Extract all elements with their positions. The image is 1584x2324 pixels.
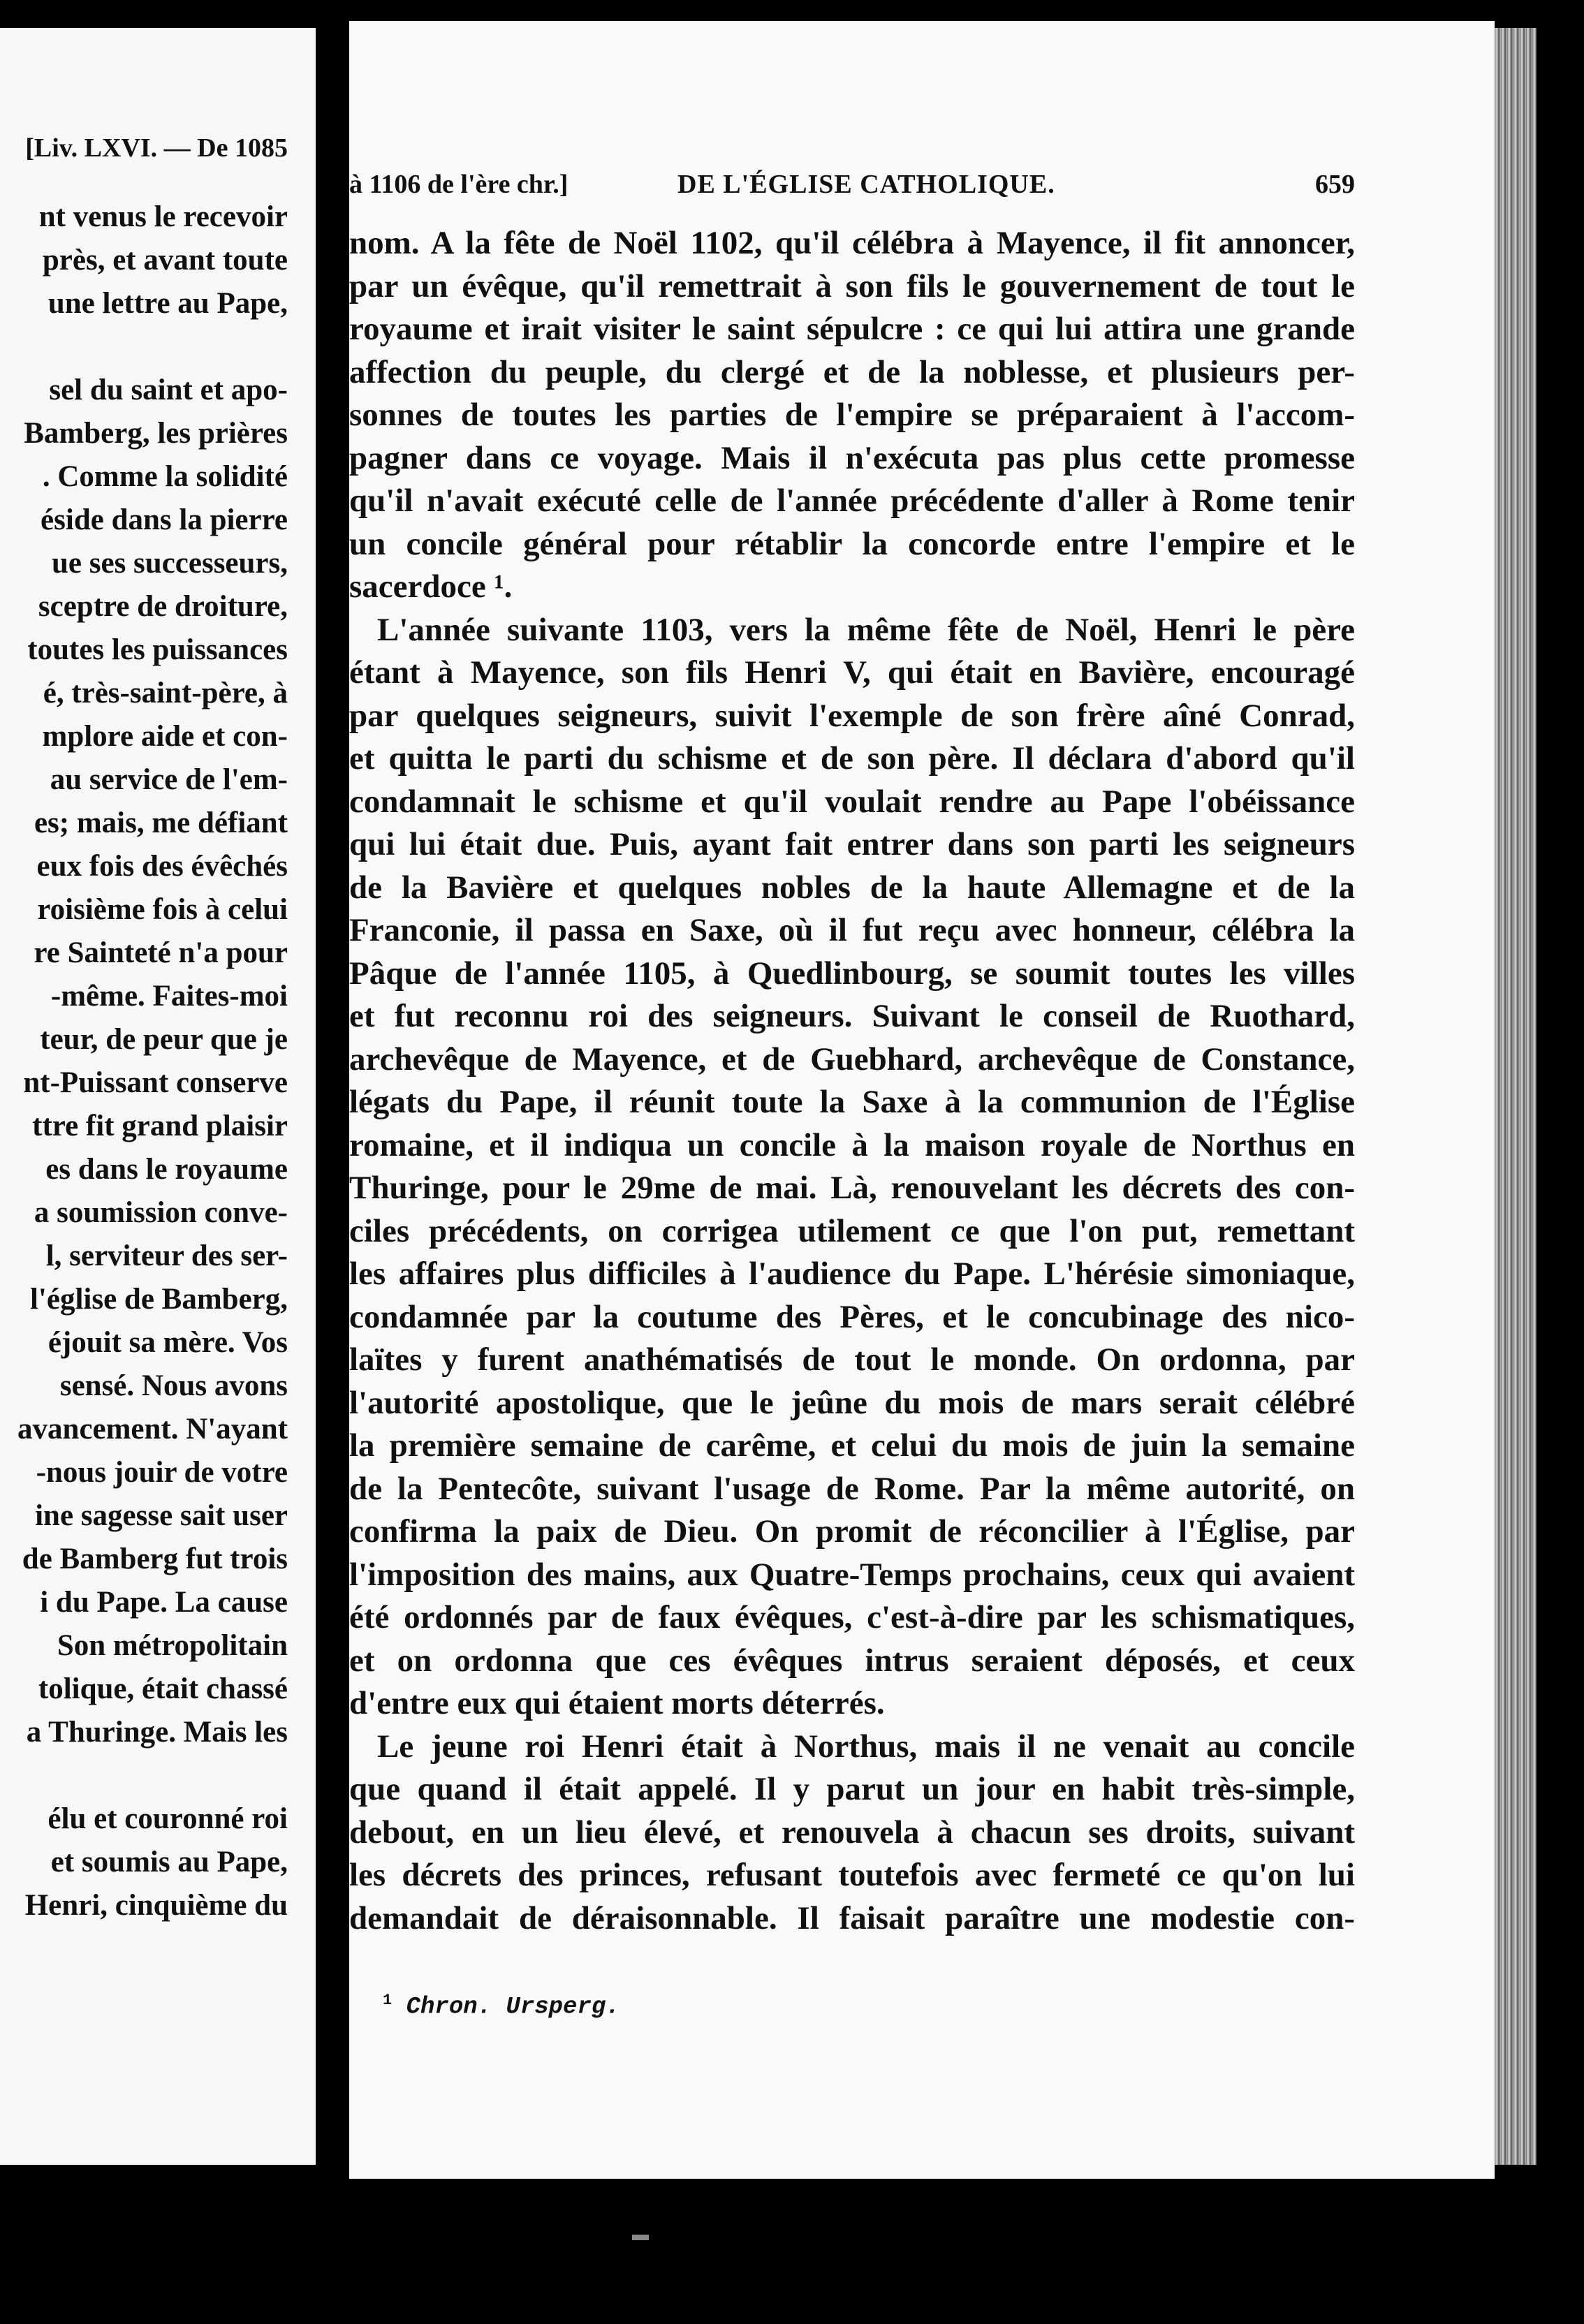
left-text-line: Son métropolitain [57, 1629, 288, 1662]
text-line: qui lui était due. Puis, ayant fait entrer dans son parti les seigneurs [349, 826, 1355, 862]
left-text-line: ttre fit grand plaisir [32, 1110, 288, 1142]
text-line: d'entre eux qui étaient morts déterrés. [349, 1685, 885, 1721]
text-line: nom. A la fête de Noël 1102, qu'il célébra à Mayence, il fit annoncer, [349, 225, 1355, 261]
text-line: de la Bavière et quelques nobles de la haute Allemagne et de la [349, 869, 1355, 906]
left-text-line: eux fois des évêchés [36, 850, 288, 883]
left-text-line: es dans le royaume [45, 1153, 288, 1186]
text-line: et quitta le parti du schisme et de son père. Il déclara d'abord qu'il [349, 740, 1355, 777]
left-text-line: sceptre de droiture, [38, 590, 288, 623]
left-text-line: mplore aide et con- [42, 720, 288, 753]
left-text-line: i du Pape. La cause [40, 1586, 288, 1619]
text-line: étant à Mayence, son fils Henri V, qui était en Bavière, encouragé [349, 654, 1355, 691]
left-text-line: sel du saint et apo- [49, 374, 288, 406]
text-line: pagner dans ce voyage. Mais il n'exécuta pas plus cette promesse [349, 439, 1355, 476]
text-line: archevêque de Mayence, et de Guebhard, archevêque de Constance, [349, 1040, 1355, 1078]
left-text-line: tolique, était chassé [38, 1672, 288, 1705]
left-page-running-head: [Liv. LXVI. — De 1085 [25, 133, 288, 163]
left-text-line: une lettre au Pape, [47, 287, 288, 320]
page-number: 659 [1315, 170, 1355, 199]
running-head-date-range: à 1106 de l'ère chr.] [349, 170, 569, 199]
left-text-line [0, 1754, 288, 1797]
text-line: debout, en un lieu élevé, et renouvela à chacun ses droits, suivant [349, 1814, 1355, 1851]
left-text-line: é, très-saint-père, à [43, 677, 288, 709]
running-head-title: DE L'ÉGLISE CATHOLIQUE. [677, 170, 1055, 199]
left-text-line: teur, de peur que je [40, 1023, 288, 1056]
text-line: que quand il était appelé. Il y parut un jour en habit très-simple, [349, 1771, 1355, 1807]
scan-speck [632, 2235, 649, 2240]
text-line: sonnes de toutes les parties de l'empire se préparaient à l'accom- [349, 397, 1355, 433]
left-text-line: toutes les puissances [27, 633, 288, 666]
text-line: les décrets des princes, refusant toutefois avec fermeté ce qu'on lui [349, 1857, 1355, 1893]
text-line: été ordonnés par de faux évêques, c'est-à-dire par les schismatiques, [349, 1599, 1355, 1635]
book-gutter [316, 0, 349, 2324]
left-text-line: re Sainteté n'a pour [34, 936, 288, 969]
left-text-line: nt-Puissant conserve [23, 1066, 288, 1099]
footnote [383, 1992, 620, 2020]
page-edges [1495, 28, 1537, 2165]
main-text [349, 222, 1355, 1940]
left-text-line: roisième fois à celui [37, 893, 288, 926]
left-text-line: éjouit sa mère. Vos [47, 1326, 288, 1359]
footnote-marker: 1 [383, 1992, 393, 2009]
text-line: l'autorité apostolique, que le jeûne du mois de mars serait célébré [349, 1384, 1355, 1421]
text-line: Le jeune roi Henri était à Northus, mais il ne venait au concile [377, 1728, 1355, 1765]
text-line: la première semaine de carême, et celui du mois de juin la semaine [349, 1427, 1355, 1464]
text-line: romaine, et il indiqua un concile à la maison royale de Northus en [349, 1126, 1355, 1163]
text-line: par quelques seigneurs, suivit l'exemple de son frère aîné Conrad, [349, 697, 1355, 734]
text-line: royaume et irait visiter le saint sépulcre : ce qui lui attira une grande [349, 311, 1355, 347]
text-line: condamnait le schisme et qu'il voulait rendre au Pape l'obéissance [349, 783, 1355, 820]
text-line: légats du Pape, il réunit toute la Saxe à la communion de l'Église [349, 1084, 1355, 1120]
left-text-line: ue ses successeurs, [52, 547, 288, 580]
left-text-line: Henri, cinquième du [24, 1889, 288, 1922]
left-text-line: de Bamberg fut trois [22, 1543, 288, 1575]
text-line: L'année suivante 1103, vers la même fête de Noël, Henri le père [377, 611, 1355, 648]
text-line: un concile général pour rétablir la concorde entre l'empire et le [349, 525, 1355, 562]
left-text-line [0, 325, 288, 369]
text-line: laïtes y furent anathématisés de tout le monde. On ordonna, par [349, 1341, 1355, 1378]
left-text-line: a soumission conve- [34, 1196, 288, 1229]
text-line: de la Pentecôte, suivant l'usage de Rome. Par la même autorité, on [349, 1470, 1355, 1507]
text-line: qu'il n'avait exécuté celle de l'année précédente d'aller à Rome tenir [349, 483, 1355, 519]
text-line: les affaires plus difficiles à l'audience du Pape. L'hérésie simoniaque, [349, 1256, 1355, 1292]
text-line: Thuringe, pour le 29me de mai. Là, renouvelant les décrets des con- [349, 1170, 1355, 1206]
left-text-line: avancement. N'ayant [17, 1413, 288, 1446]
text-line: par un évêque, qu'il remettrait à son fils le gouvernement de tout le [349, 267, 1355, 304]
left-text-line: près, et avant toute [42, 244, 288, 277]
left-page-fragment [0, 28, 316, 2165]
footnote-text: Chron. Ursperg. [406, 1994, 620, 2021]
text-line: Franconie, il passa en Saxe, où il fut reçu avec honneur, célébra la [349, 912, 1355, 948]
left-text-line: ine sagesse sait user [35, 1499, 288, 1532]
left-text-line: éside dans la pierre [41, 503, 288, 536]
text-line: et on ordonna que ces évêques intrus seraient déposés, et ceux [349, 1642, 1355, 1679]
text-line: condamnée par la coutume des Pères, et le concubinage des nico- [349, 1298, 1355, 1335]
text-line: affection du peuple, du clergé et de la noblesse, et plusieurs per- [349, 353, 1355, 390]
left-text-line: l'église de Bamberg, [29, 1283, 288, 1316]
left-text-line: nt venus le recevoir [38, 200, 288, 233]
left-text-line: es; mais, me défiant [34, 807, 288, 839]
right-page [349, 21, 1495, 2179]
text-line: Pâque de l'année 1105, à Quedlinbourg, se soumit toutes les villes [349, 955, 1355, 992]
left-text-line: l, serviteur des ser- [45, 1240, 288, 1272]
text-line: ciles précédents, on corrigea utilement ce que l'on put, remettant [349, 1212, 1355, 1249]
text-line: demandait de déraisonnable. Il faisait paraître une modestie con- [349, 1899, 1355, 1936]
left-text-line: au service de l'em- [50, 763, 288, 796]
left-text-line: -même. Faites-moi [50, 980, 288, 1013]
left-text-line: Bamberg, les prières [24, 417, 288, 450]
left-text-line: et soumis au Pape, [50, 1846, 288, 1878]
text-line: l'imposition des mains, aux Quatre-Temps prochains, ceux qui avaient [349, 1556, 1355, 1593]
left-text-line: sensé. Nous avons [59, 1369, 288, 1402]
left-text-line: élu et couronné roi [47, 1802, 288, 1835]
left-text-line: -nous jouir de votre [36, 1456, 288, 1489]
text-line: et fut reconnu roi des seigneurs. Suivant le conseil de Ruothard, [349, 998, 1355, 1034]
left-text-line: . Comme la solidité [42, 460, 288, 493]
left-text-line: a Thuringe. Mais les [26, 1716, 288, 1749]
left-page-text [0, 196, 316, 1927]
text-line: sacerdoce ¹. [349, 568, 513, 605]
text-line: confirma la paix de Dieu. On promit de réconcilier à l'Église, par [349, 1513, 1355, 1550]
